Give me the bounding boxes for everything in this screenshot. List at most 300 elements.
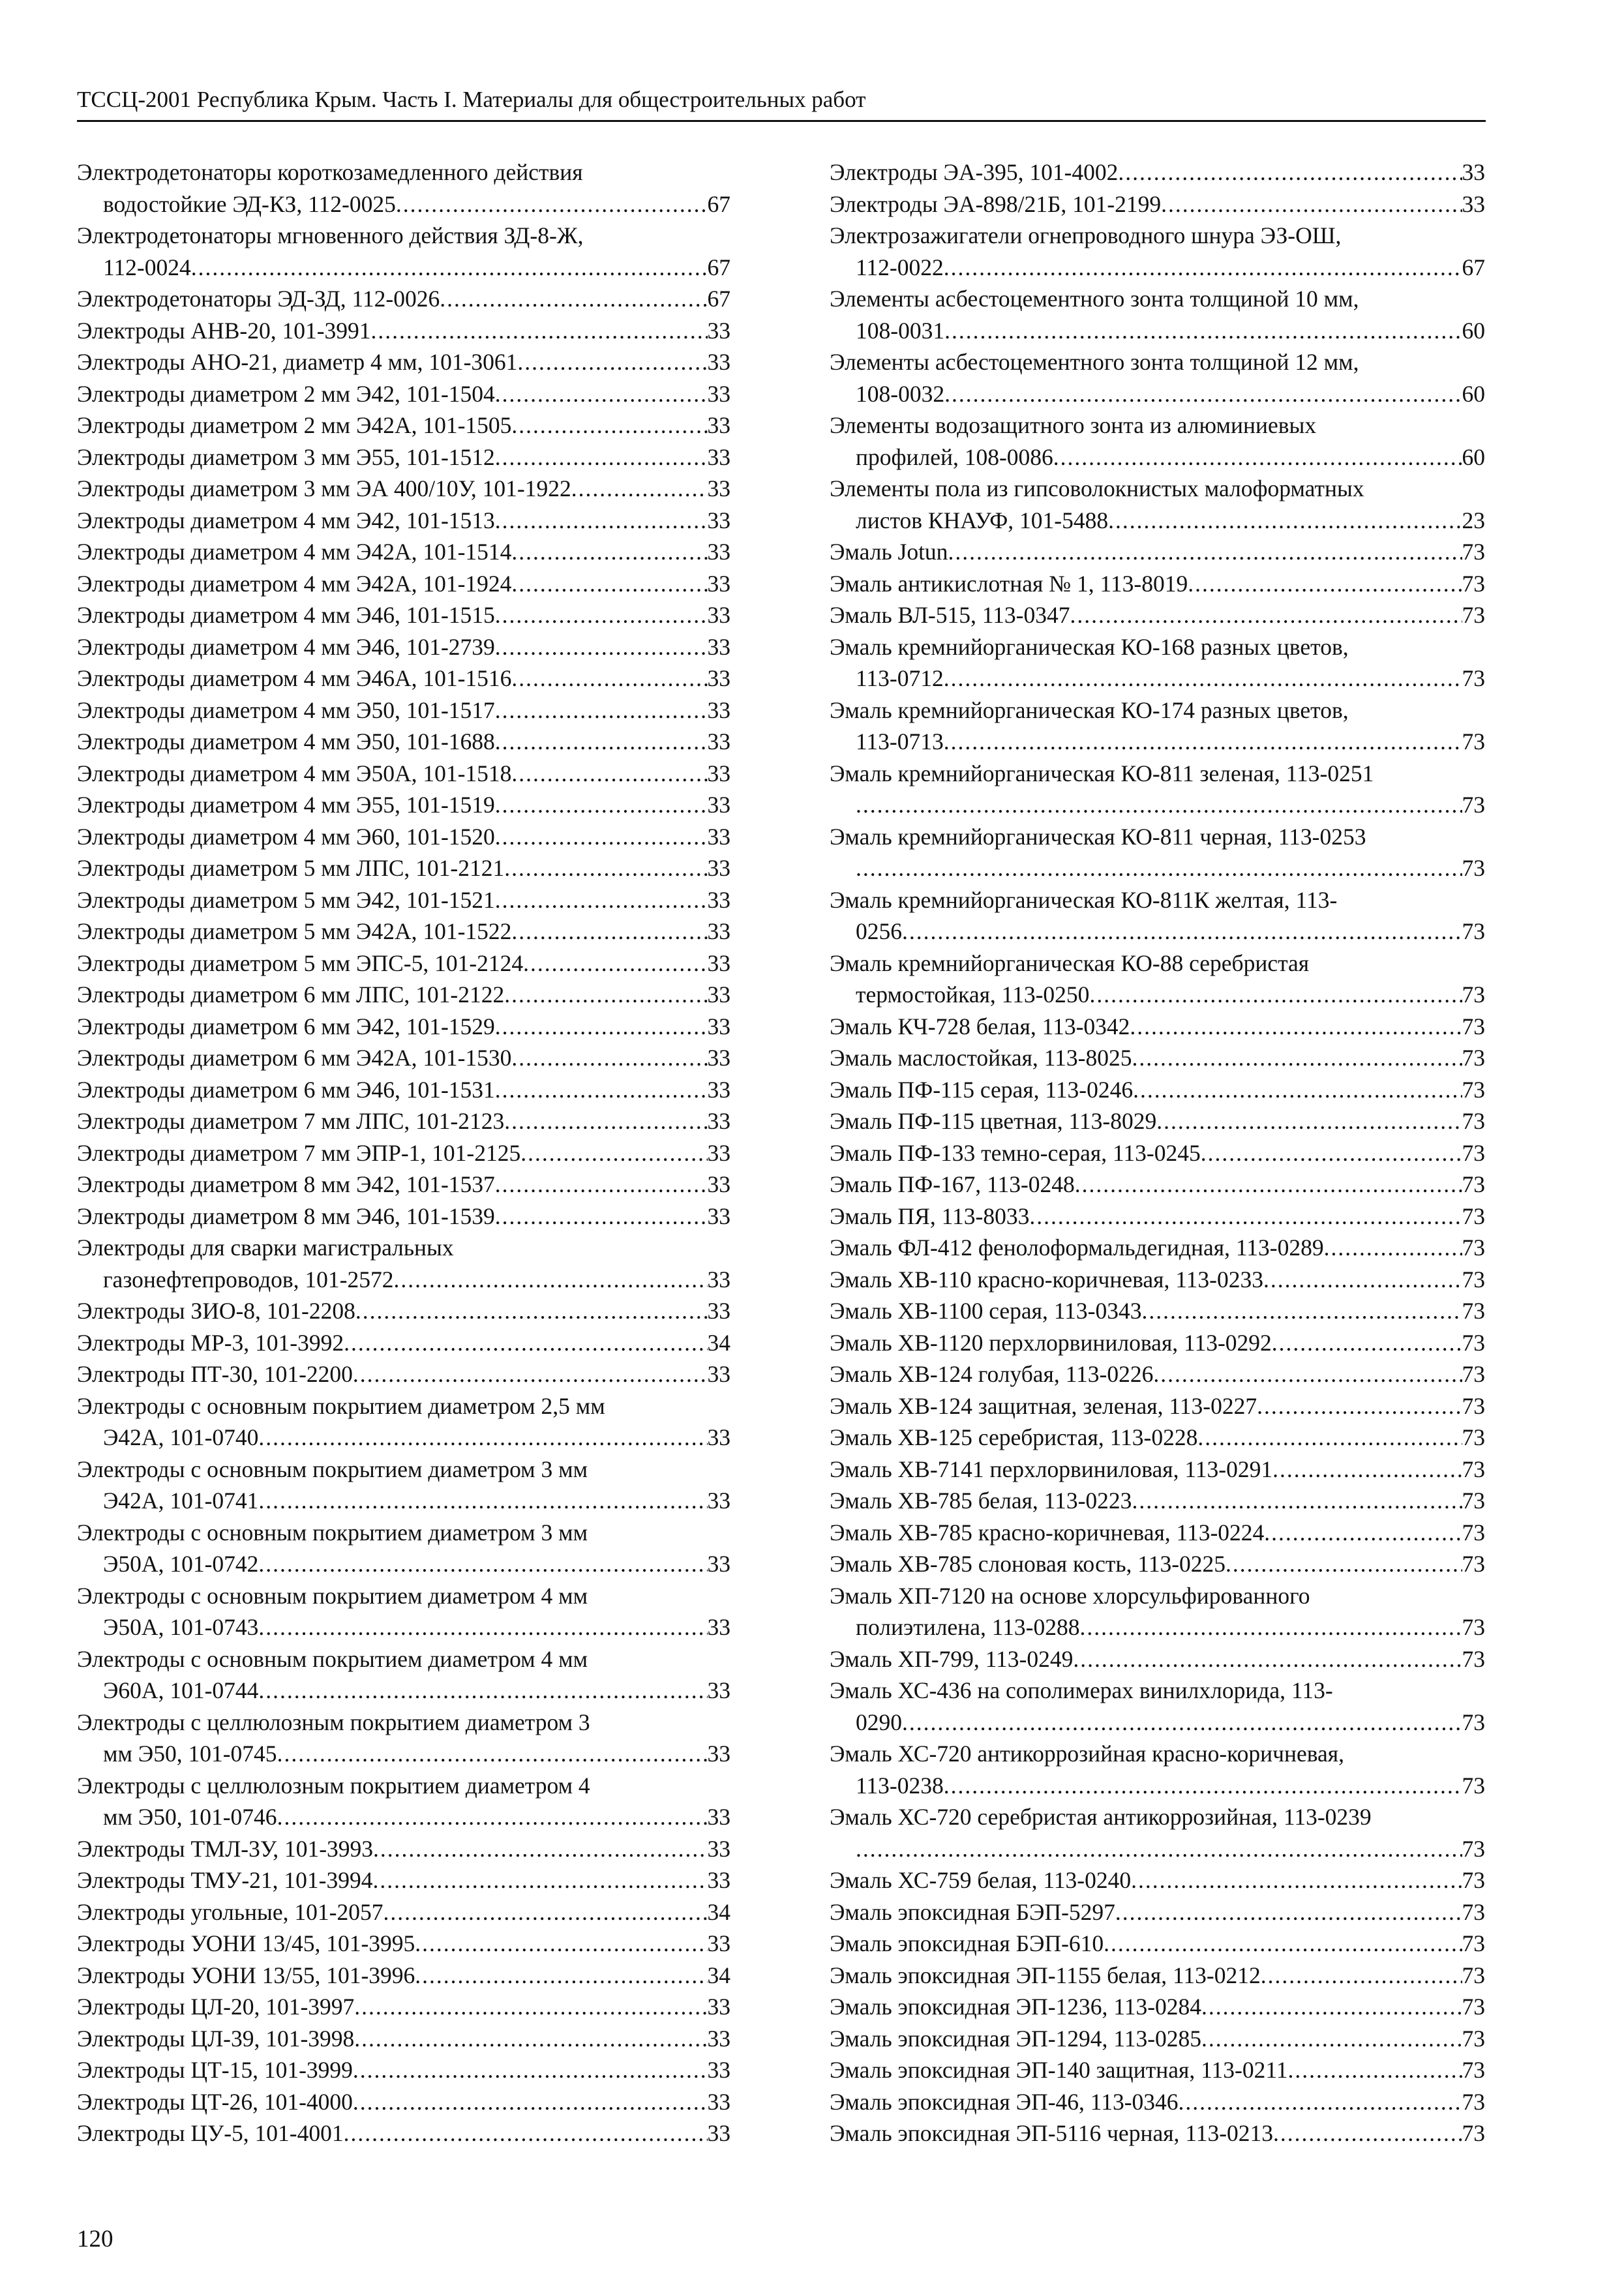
entry-line	[77, 599, 730, 631]
entry-page-ref: 33	[707, 823, 730, 850]
dot-leader	[495, 1169, 708, 1201]
entry-page-ref: 33	[707, 349, 730, 375]
entry-continuation-line	[77, 1422, 730, 1454]
entry-text: Электроды ПТ-30, 101-2200	[77, 1361, 353, 1387]
entry-page-ref: 73	[1462, 728, 1485, 755]
dot-leader	[355, 1295, 708, 1327]
entry-line	[77, 1896, 730, 1928]
entry-text: Эмаль ХС-759 белая, 113-0240	[830, 1867, 1132, 1893]
entry-text: Электродетонаторы ЭД-ЗД, 112-0026	[77, 286, 440, 312]
entry-line	[830, 821, 1485, 853]
dot-leader	[1079, 1611, 1462, 1643]
entry-line	[77, 726, 730, 758]
index-entry	[77, 789, 730, 821]
entry-line	[830, 1011, 1485, 1043]
entry-text: Эмаль кремнийорганическая КО-811К желтая, 113-	[830, 886, 1338, 913]
index-entry	[77, 948, 730, 980]
entry-text: Эмаль ХС-436 на сополимерах винилхлорида, 113-	[830, 1677, 1333, 1703]
entry-page-ref: 33	[707, 1361, 730, 1387]
entry-line	[830, 884, 1485, 916]
dot-leader	[1179, 2086, 1462, 2118]
index-entry	[830, 536, 1485, 568]
entry-text: Эмаль ПФ-167, 113-0248	[830, 1171, 1075, 1197]
entry-line	[830, 1074, 1485, 1106]
entry-text: Элементы асбестоцементного зонта толщиной 12 мм,	[830, 349, 1359, 375]
entry-page-ref: 33	[707, 1424, 730, 1450]
entry-continuation-line	[830, 441, 1485, 473]
entry-line	[830, 1991, 1485, 2023]
dot-leader	[191, 252, 708, 284]
entry-text: Электроды ЦЛ-20, 101-3997	[77, 1994, 355, 2020]
entry-line	[830, 631, 1485, 663]
index-entry	[830, 695, 1485, 758]
entry-line	[830, 568, 1485, 600]
dot-leader	[495, 441, 708, 473]
dot-leader	[944, 663, 1462, 695]
dot-leader	[1226, 1548, 1462, 1580]
entry-continuation-line	[830, 1833, 1485, 1865]
dot-leader	[511, 663, 707, 695]
entry-text: Электроды диаметром 4 мм Э46, 101-2739	[77, 633, 495, 660]
entry-text: Эмаль ХВ-785 слоновая кость, 113-0225	[830, 1551, 1226, 1577]
entry-page-ref: 73	[1462, 1614, 1485, 1640]
index-entry	[77, 1358, 730, 1390]
dot-leader	[1156, 1105, 1462, 1137]
page-number: 120	[77, 2226, 113, 2252]
entry-text: Эмаль ПФ-115 цветная, 113-8029	[830, 1108, 1157, 1134]
entry-text: Электроды УОНИ 13/45, 101-3995	[77, 1930, 415, 1956]
entry-text: Электроды диаметром 4 мм Э42А, 101-1924	[77, 570, 512, 597]
entry-line	[830, 599, 1485, 631]
entry-text: Электроды диаметром 4 мм Э50, 101-1688	[77, 728, 495, 755]
entry-continuation-line	[830, 979, 1485, 1011]
entry-line	[830, 1358, 1485, 1390]
entry-line	[77, 441, 730, 473]
entry-page-ref: 73	[1462, 1392, 1485, 1419]
entry-page-ref: 33	[707, 2120, 730, 2146]
entry-continuation-line	[77, 252, 730, 284]
entry-text: Электроды ЦЛ-39, 101-3998	[77, 2025, 355, 2052]
entry-text: Электроды с целлюлозным покрытием диаметром 4	[77, 1772, 590, 1799]
index-entry	[830, 473, 1485, 536]
entry-text: Электроды для сварки магистральных	[77, 1234, 454, 1261]
entry-text: Эмаль ХП-7120 на основе хлорсульфированного	[830, 1582, 1310, 1609]
entry-text: Эмаль эпоксидная ЭП-1155 белая, 113-0212	[830, 1962, 1261, 1988]
entry-text: Электроды с целлюлозным покрытием диаметром 3	[77, 1709, 590, 1735]
entry-line	[830, 188, 1485, 220]
entry-text: Эмаль ХС-720 антикоррозийная красно-коричневая,	[830, 1741, 1344, 1767]
entry-page-ref: 33	[707, 1298, 730, 1324]
entry-continuation-line	[77, 1738, 730, 1770]
entry-line	[77, 1201, 730, 1233]
index-entry	[77, 536, 730, 568]
entry-text: Электроды диаметром 4 мм Э46А, 101-1516	[77, 665, 512, 691]
entry-line	[77, 695, 730, 726]
entry-page-ref: 73	[1462, 855, 1485, 881]
entry-page-ref: 33	[707, 380, 730, 407]
dot-leader	[1257, 1390, 1462, 1422]
dot-leader	[1264, 1517, 1462, 1549]
dot-leader	[1130, 1011, 1462, 1043]
entry-line	[830, 1801, 1485, 1833]
index-entry	[77, 568, 730, 600]
dot-leader	[415, 1928, 707, 1960]
entry-line	[77, 536, 730, 568]
entry-page-ref: 33	[707, 443, 730, 470]
entry-line	[830, 948, 1485, 980]
entry-text: Элементы асбестоцементного зонта толщиной 10 мм,	[830, 286, 1359, 312]
entry-text: Эмаль ВЛ-515, 113-0347	[830, 602, 1070, 628]
entry-continuation-line	[830, 789, 1485, 821]
dot-leader	[1273, 2117, 1462, 2149]
index-entry	[830, 1295, 1485, 1327]
entry-page-ref: 73	[1462, 539, 1485, 565]
entry-text: Э50А, 101-0742	[103, 1551, 259, 1577]
entry-text: Эмаль эпоксидная ЭП-1236, 113-0284	[830, 1994, 1202, 2020]
dot-leader	[571, 473, 708, 505]
entry-line	[830, 1454, 1485, 1486]
entry-line	[830, 1327, 1485, 1359]
entry-page-ref: 73	[1462, 1772, 1485, 1799]
entry-text: Электроды диаметром 6 мм Э46, 101-1531	[77, 1076, 495, 1103]
dot-leader	[1132, 1042, 1462, 1074]
dot-leader	[1288, 2054, 1462, 2086]
entry-line	[77, 1833, 730, 1865]
entry-page-ref: 73	[1462, 602, 1485, 628]
entry-text: Электроды диаметром 2 мм Э42, 101-1504	[77, 380, 495, 407]
entry-line	[77, 979, 730, 1011]
dot-leader	[277, 1738, 708, 1770]
entry-page-ref: 60	[1462, 317, 1485, 344]
entry-line	[77, 758, 730, 790]
index-entry	[830, 758, 1485, 821]
entry-page-ref: 73	[1462, 2088, 1485, 2115]
entry-page-ref: 33	[707, 1804, 730, 1830]
index-entry	[830, 1580, 1485, 1643]
entry-page-ref: 33	[707, 2057, 730, 2083]
index-entry	[77, 1390, 730, 1454]
entry-page-ref: 33	[707, 1108, 730, 1134]
index-entry	[830, 346, 1485, 410]
entry-line	[830, 1643, 1485, 1675]
index-entry	[830, 1105, 1485, 1137]
dot-leader	[383, 1896, 707, 1928]
entry-page-ref: 73	[1462, 1139, 1485, 1166]
entry-text: Электроды АНВ-20, 101-3991	[77, 317, 371, 344]
index-entry	[77, 1074, 730, 1106]
index-column-right	[830, 157, 1485, 2149]
entry-continuation-line	[77, 188, 730, 220]
entry-line	[77, 1707, 730, 1739]
entry-page-ref: 73	[1462, 1171, 1485, 1197]
dot-leader	[517, 346, 707, 378]
entry-page-ref: 33	[1462, 190, 1485, 217]
entry-text: Электроды диаметром 4 мм Э60, 101-1520	[77, 823, 495, 850]
entry-continuation-line	[830, 252, 1485, 284]
entry-page-ref: 73	[1462, 1108, 1485, 1134]
entry-text: Электроды диаметром 5 мм ЛПС, 101-2121	[77, 855, 505, 881]
entry-text: 113-0238	[856, 1772, 944, 1799]
dot-leader	[1261, 1960, 1462, 1992]
entry-text: 0256	[856, 918, 902, 944]
entry-page-ref: 73	[1462, 1361, 1485, 1387]
entry-line	[830, 410, 1485, 441]
entry-page-ref: 73	[1462, 2025, 1485, 2052]
entry-page-ref: 73	[1462, 1045, 1485, 1071]
entry-line	[77, 663, 730, 695]
entry-line	[830, 1232, 1485, 1264]
entry-text: Электроды ТМЛ-3У, 101-3993	[77, 1835, 374, 1862]
index-entry	[77, 1770, 730, 1833]
entry-page-ref: 33	[707, 728, 730, 755]
entry-page-ref: 33	[707, 950, 730, 976]
entry-line	[830, 1422, 1485, 1454]
dot-leader	[1272, 1454, 1462, 1486]
dot-leader	[948, 536, 1462, 568]
dot-leader	[495, 505, 708, 537]
entry-line	[77, 1991, 730, 2023]
entry-page-ref: 73	[1462, 1203, 1485, 1229]
index-entry	[830, 1548, 1485, 1580]
index-entry	[77, 979, 730, 1011]
entry-text: Э42А, 101-0740	[103, 1424, 259, 1450]
entry-text: Эмаль ХВ-785 белая, 113-0223	[830, 1488, 1132, 1514]
entry-page-ref: 67	[707, 286, 730, 312]
entry-page-ref: 33	[707, 1551, 730, 1577]
entry-page-ref: 67	[707, 190, 730, 217]
index-entry	[77, 758, 730, 790]
entry-line	[77, 1454, 730, 1486]
entry-line	[77, 220, 730, 252]
dot-leader	[258, 1485, 707, 1517]
entry-page-ref: 33	[707, 665, 730, 691]
entry-page-ref: 60	[1462, 443, 1485, 470]
entry-line	[830, 695, 1485, 726]
index-entry	[77, 1232, 730, 1295]
index-entry	[77, 2054, 730, 2086]
dot-leader	[1188, 568, 1462, 600]
index-entry	[77, 441, 730, 473]
index-entry	[77, 1928, 730, 1960]
entry-line	[830, 1864, 1485, 1896]
index-entry	[77, 473, 730, 505]
dot-leader	[511, 410, 707, 441]
entry-text: Эмаль ФЛ-412 фенолоформальдегидная, 113-0289	[830, 1234, 1324, 1261]
index-entry	[77, 1833, 730, 1865]
dot-leader	[258, 1611, 707, 1643]
entry-text: Э42А, 101-0741	[103, 1488, 259, 1514]
entry-text: Электроды ЭА-898/21Б, 101-2199	[830, 190, 1162, 217]
index-entry	[830, 2086, 1485, 2118]
entry-page-ref: 73	[1462, 1930, 1485, 1956]
entry-page-ref: 73	[1462, 1867, 1485, 1893]
entry-line	[830, 1169, 1485, 1201]
entry-text: полиэтилена, 113-0288	[856, 1614, 1080, 1640]
index-entry	[830, 410, 1485, 473]
index-entry	[77, 1643, 730, 1707]
entry-text: 113-0713	[856, 728, 944, 755]
entry-text: Электроды ЭА-395, 101-4002	[830, 159, 1119, 185]
index-entry	[77, 1517, 730, 1580]
entry-text: Электроды ЗИО-8, 101-2208	[77, 1298, 355, 1324]
entry-text: мм Э50, 101-0746	[103, 1804, 277, 1830]
entry-text: Электроды ТМУ-21, 101-3994	[77, 1867, 373, 1893]
entry-page-ref: 33	[707, 760, 730, 786]
index-entry	[77, 1960, 730, 1992]
entry-text: Электроды угольные, 101-2057	[77, 1898, 383, 1925]
index-entry	[77, 1295, 730, 1327]
entry-line	[77, 1643, 730, 1675]
dot-leader	[344, 1327, 707, 1359]
entry-text: Электроды диаметром 4 мм Э50А, 101-1518	[77, 760, 512, 786]
dot-leader	[371, 315, 708, 347]
dot-leader	[495, 695, 708, 726]
index-entry	[77, 505, 730, 537]
entry-text: Эмаль ХВ-1100 серая, 113-0343	[830, 1298, 1142, 1324]
index-entry	[77, 220, 730, 283]
index-entry	[77, 2086, 730, 2118]
index-entry	[77, 852, 730, 884]
entry-line	[77, 789, 730, 821]
index-entry	[77, 1105, 730, 1137]
dot-leader	[1115, 1896, 1462, 1928]
entry-text: 108-0031	[856, 317, 945, 344]
dot-leader	[353, 2086, 708, 2118]
index-entry	[830, 821, 1485, 884]
entry-line	[830, 1548, 1485, 1580]
entry-line	[77, 568, 730, 600]
dot-leader	[504, 1105, 707, 1137]
entry-continuation-line	[830, 1611, 1485, 1643]
entry-text: 112-0024	[103, 254, 191, 280]
dot-leader	[902, 916, 1462, 948]
entry-line	[830, 1738, 1485, 1770]
entry-page-ref: 73	[1462, 1519, 1485, 1546]
index-entry	[77, 2117, 730, 2149]
entry-text: листов КНАУФ, 101-5488	[856, 507, 1109, 533]
index-entry	[77, 726, 730, 758]
entry-text: мм Э50, 101-0745	[103, 1741, 277, 1767]
entry-page-ref: 73	[1462, 1234, 1485, 1261]
dot-leader	[495, 378, 708, 410]
entry-line	[77, 852, 730, 884]
entry-line	[830, 157, 1485, 188]
dot-leader	[511, 568, 707, 600]
entry-text: Эмаль ХВ-124 защитная, зеленая, 113-0227	[830, 1392, 1257, 1419]
entry-page-ref: 33	[707, 1677, 730, 1703]
entry-line	[830, 2086, 1485, 2118]
dot-leader	[1153, 1358, 1462, 1390]
entry-line	[77, 378, 730, 410]
dot-leader	[1201, 1137, 1462, 1169]
entry-line	[830, 1390, 1485, 1422]
entry-continuation-line	[77, 1264, 730, 1296]
entry-text: Эмаль ПФ-115 серая, 113-0246	[830, 1076, 1134, 1103]
index-entry	[77, 821, 730, 853]
entry-continuation-line	[77, 1485, 730, 1517]
entry-line	[77, 916, 730, 948]
entry-line	[830, 536, 1485, 568]
index-entry	[830, 1738, 1485, 1801]
entry-line	[77, 1960, 730, 1992]
entry-line	[830, 2023, 1485, 2055]
index-entry	[830, 1137, 1485, 1169]
dot-leader	[1133, 1074, 1462, 1106]
entry-text: термостойкая, 113-0250	[856, 981, 1090, 1008]
entry-page-ref: 73	[1462, 1076, 1485, 1103]
entry-line	[77, 1358, 730, 1390]
dot-leader	[495, 1011, 708, 1043]
entry-page-ref: 73	[1462, 2120, 1485, 2146]
entry-line	[77, 821, 730, 853]
entry-page-ref: 73	[1462, 792, 1485, 818]
entry-page-ref: 33	[707, 1203, 730, 1229]
entry-line	[77, 473, 730, 505]
entry-text: Эмаль эпоксидная ЭП-140 защитная, 113-0211	[830, 2057, 1288, 2083]
entry-page-ref: 73	[1462, 665, 1485, 691]
index-entry	[77, 695, 730, 726]
entry-text: Эмаль ХВ-110 красно-коричневая, 113-0233	[830, 1266, 1263, 1293]
entry-text: Эмаль эпоксидная БЭП-5297	[830, 1898, 1115, 1925]
dot-leader	[944, 315, 1462, 347]
index-entry	[77, 1137, 730, 1169]
entry-text: Электроды ЦУ-5, 101-4001	[77, 2120, 344, 2146]
entry-page-ref: 73	[1462, 1994, 1485, 2020]
entry-text: Электроды с основным покрытием диаметром 2,5 мм	[77, 1392, 605, 1419]
entry-line	[77, 1169, 730, 1201]
entry-line	[77, 2086, 730, 2118]
entry-page-ref: 33	[707, 317, 730, 344]
index-entry	[830, 1327, 1485, 1359]
entry-page-ref: 33	[707, 1488, 730, 1514]
entry-continuation-line	[830, 726, 1485, 758]
index-entry	[77, 283, 730, 315]
dot-leader	[1263, 1264, 1462, 1296]
entry-line	[830, 1960, 1485, 1992]
entry-text: Эмаль ПЯ, 113-8033	[830, 1203, 1030, 1229]
dot-leader	[1131, 1864, 1462, 1896]
dot-leader	[1075, 1169, 1462, 1201]
dot-leader	[495, 599, 708, 631]
index-entry	[830, 2117, 1485, 2149]
entry-text: Эмаль Jotun	[830, 539, 948, 565]
entry-page-ref: 73	[1462, 918, 1485, 944]
dot-leader	[495, 789, 708, 821]
entry-text: Электроды диаметром 6 мм ЛПС, 101-2122	[77, 981, 505, 1008]
dot-leader	[354, 1991, 707, 2023]
index-entry	[77, 1896, 730, 1928]
index-entry	[77, 2023, 730, 2055]
entry-page-ref: 73	[1462, 1898, 1485, 1925]
dot-leader	[1197, 1422, 1462, 1454]
index-entry	[77, 1707, 730, 1770]
dot-leader	[856, 789, 1462, 821]
entry-line	[830, 1042, 1485, 1074]
entry-page-ref: 73	[1462, 1835, 1485, 1862]
entry-line	[830, 2117, 1485, 2149]
entry-page-ref: 33	[707, 2025, 730, 2052]
dot-leader	[511, 758, 707, 790]
dot-leader	[1029, 1201, 1462, 1233]
index-entry	[77, 410, 730, 441]
dot-leader	[856, 1833, 1462, 1865]
index-entry	[830, 568, 1485, 600]
entry-text: Электроды ЦТ-15, 101-3999	[77, 2057, 353, 2083]
index-entry	[830, 1643, 1485, 1675]
entry-text: Электроды диаметром 6 мм Э42А, 101-1530	[77, 1045, 512, 1071]
dot-leader	[944, 252, 1462, 284]
entry-line	[77, 283, 730, 315]
